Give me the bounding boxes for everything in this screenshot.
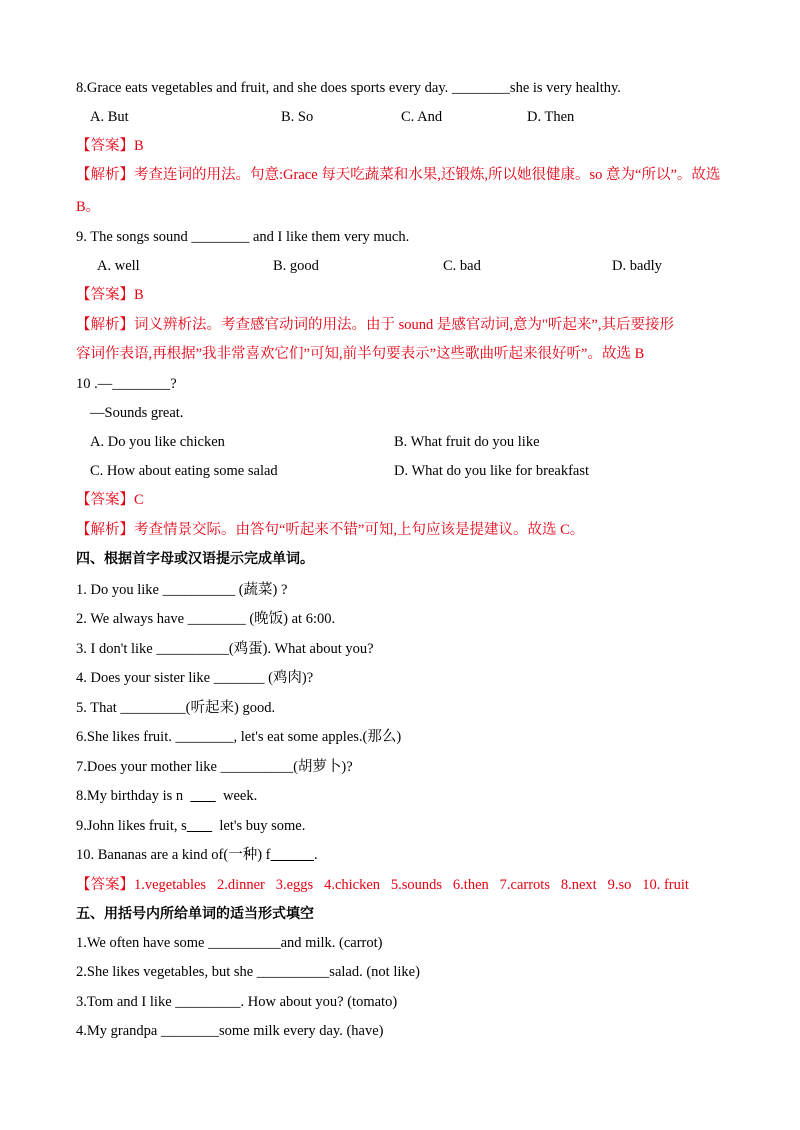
section4-item-9 (76, 816, 305, 836)
q8-analysis: 【解析】考查连词的用法。句意:Grace 每天吃蔬菜和水果,还锻炼,所以她很健康。so 意为“所以”。故选 (76, 167, 721, 183)
section5-item-1: 1.We often have some __________and milk. (carrot) (76, 935, 383, 951)
q8-option-c: C. And (401, 109, 443, 125)
q8-analysis-cont: B。 (76, 199, 101, 215)
q9-stem: 9. The songs sound ________ and I like them very much. (76, 229, 410, 245)
section4-item-10-text: 10. Bananas are a kind of(一种) f (76, 847, 271, 863)
q8-stem: 8.Grace eats vegetables and fruit, and she does sports every day. ________she is very healthy. (76, 80, 621, 96)
section4-item-4: 4. Does your sister like _______ (鸡肉)? (76, 670, 314, 686)
section5-item-2: 2.She likes vegetables, but she __________salad. (not like) (76, 964, 420, 980)
q9-option-b: B. good (273, 258, 319, 274)
q9-answer: 【答案】B (76, 287, 144, 303)
q9-option-c: C. bad (443, 258, 481, 274)
q10-option-a: A. Do you like chicken (90, 434, 225, 450)
section4-item-10-blank (270, 847, 314, 863)
q8-option-d: D. Then (527, 109, 575, 125)
section4-item-6: 6.She likes fruit. ________, let's eat some apples.(那么) (76, 729, 402, 745)
q10-answer: 【答案】C (76, 492, 144, 508)
section4-item-8-text: 8.My birthday is n (76, 788, 191, 804)
section4-item-9-text: 9.John likes fruit, s (76, 818, 187, 834)
section4-answer: 【答案】1.vegetables 2.dinner 3.eggs 4.chicken 5.sounds 6.then 7.carrots 8.next 9.so 10. fruit (76, 877, 689, 893)
q9-analysis: 【解析】词义辨析法。考查感官动词的用法。由于 sound 是感官动词,意为"听起来”,其后要接形 (76, 317, 674, 333)
section4-item-8-tail: week. (215, 788, 258, 804)
q8-option-a: A. But (90, 109, 129, 125)
section4-item-3: 3. I don't like __________(鸡蛋). What about you? (76, 641, 374, 657)
section4-item-10 (76, 845, 318, 865)
q10-stem: 10 .—________? (76, 376, 177, 392)
q8-answer: 【答案】B (76, 138, 144, 154)
section4-item-5: 5. That _________(听起来) good. (76, 700, 276, 716)
section5-title: 五、用括号内所给单词的适当形式填空 (76, 906, 314, 922)
q10-option-b: B. What fruit do you like (394, 434, 540, 450)
q10-analysis: 【解析】考查情景交际。由答句“听起来不错”可知,上句应该是提建议。故选 C。 (76, 522, 585, 538)
section4-item-2: 2. We always have ________ (晚饭) at 6:00. (76, 611, 336, 627)
section4-item-9-tail: let's buy some. (212, 818, 306, 834)
q9-option-d: D. badly (612, 258, 662, 274)
section4-item-8-blank (190, 788, 215, 804)
section4-item-10-tail: . (313, 847, 318, 863)
section5-item-4: 4.My grandpa ________some milk every day. (have) (76, 1023, 384, 1039)
section4-item-9-blank (187, 818, 212, 834)
q8-option-b: B. So (281, 109, 314, 125)
q9-option-a: A. well (97, 258, 140, 274)
section4-item-7: 7.Does your mother like __________(胡萝卜)? (76, 759, 353, 775)
q10-reply: —Sounds great. (90, 405, 184, 421)
q9-analysis-cont: 容词作表语,再根据”我非常喜欢它们”可知,前半句要表示”这些歌曲听起来很好听”。故选 B (76, 346, 645, 362)
section4-title: 四、根据首字母或汉语提示完成单词。 (76, 551, 314, 567)
section5-item-3: 3.Tom and I like _________. How about you? (tomato) (76, 994, 398, 1010)
section4-item-8 (76, 786, 257, 806)
section4-item-1: 1. Do you like __________ (蔬菜) ? (76, 582, 288, 598)
q10-option-d: D. What do you like for breakfast (394, 463, 590, 479)
q10-option-c: C. How about eating some salad (90, 463, 278, 479)
